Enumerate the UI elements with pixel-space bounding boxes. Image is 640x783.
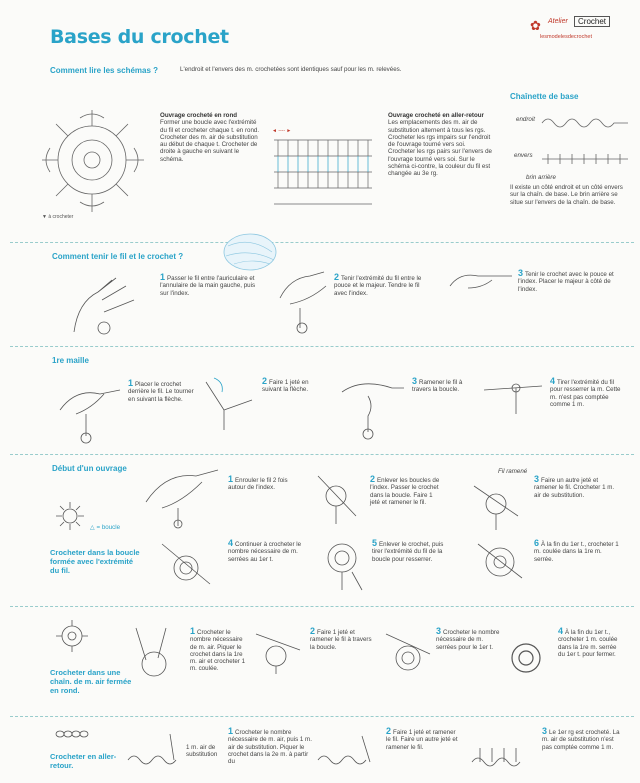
chain-ring-step-4: 4 À la fin du 1er t., crocheter 1 m. coulée dans la 1re m. serrée du 1er t. pour fermer. xyxy=(558,626,618,658)
rows-step-3: 3 Le 1er rg est crocheté. La m. air de substitution n'est pas comptée comme 1 m. xyxy=(542,726,620,751)
round-block xyxy=(160,112,260,163)
chain-ring-illustration-4 xyxy=(500,630,556,686)
start-step-6: 6 À la fin du 1er t., crocheter 1 m. coulée dans la 1re m. serrée. xyxy=(534,538,619,563)
start-step-5: 5 Enlever le crochet, puis tirer l'extrémité du fil de la boucle pour resserrer. xyxy=(372,538,444,563)
logo-brand: Crochet xyxy=(574,16,610,27)
rows-label: 1 m. air de substitution xyxy=(186,744,218,759)
hand-hook-illustration xyxy=(448,266,514,296)
divider xyxy=(10,716,634,717)
start-illustration-6 xyxy=(474,536,530,592)
chain-ring-step-2: 2 Faire 1 jeté et ramener le fil à travers la boucle. xyxy=(310,626,372,651)
flat-block xyxy=(388,112,492,178)
rows-subheading: Crocheter en aller-retour. xyxy=(50,752,117,770)
hold-step-1: 1 Passer le fil entre l'auriculaire et l'annulaire de la main gauche, puis sur l'index. xyxy=(160,272,256,297)
logo-script: Atelier xyxy=(548,18,568,25)
start-step-2: 2 Enlever les boucles de l'index. Passer le crochet dans la boucle. Faire 1 jeté et ramener le fil. xyxy=(370,474,440,506)
chain-ring-step-3: 3 Crocheter le nombre nécessaire de m. serrées pour le 1er t. xyxy=(436,626,500,651)
loop-symbol-label: △ = boucle xyxy=(90,524,121,531)
start-illustration-3 xyxy=(468,472,528,532)
divider xyxy=(10,242,634,243)
magic-ring-symbol xyxy=(52,498,88,538)
read-intro: L'endroit et l'envers des m. crochetées sont identiques sauf pour les m. relevées. xyxy=(180,66,402,73)
rows-illustration-2 xyxy=(316,730,382,774)
yarn-ball-image xyxy=(222,232,278,272)
hold-step-3: 3 Tenir le crochet avec le pouce et l'index. Placer le majeur à côté de l'index. xyxy=(518,268,614,293)
chain-ring-subheading: Crocheter dans une chaîn. de m. air fermée en rond. xyxy=(50,668,132,695)
chain-text: Il existe un côté endroit et un côté envers sur la chaîn. de base. Le brin arrière se situe sur l'envers de la chaîn. de base. xyxy=(510,184,623,206)
start-step-4: 4 Continuer à crocheter le nombre nécessaire de m. serrées au 1er t. xyxy=(228,538,302,563)
first-stitch-illustration-3 xyxy=(340,372,406,444)
section-heading-start: Début d'un ouvrage xyxy=(52,464,127,473)
chain-title: Chaînette de base xyxy=(510,92,579,101)
round-title: Ouvrage crocheté en rond xyxy=(160,112,238,119)
chain-bump-label: brin arrière xyxy=(526,174,556,181)
round-chart-diagram xyxy=(40,108,150,228)
first-stitch-illustration-4 xyxy=(480,372,546,422)
flat-text: Les emplacements des m. air de substitution alternent à tous les rgs. Crocheter les rgs impairs sur l'endroit de l'ouvrage tourné vers soi. Crocheter les rgs pairs sur l'envers de l'ouvrage tourné vers soi. Sur le schéma ci-contre, la couleur du fil est changée au 3e rg. xyxy=(388,119,493,178)
first-step-2: 2 Faire 1 jeté en suivant la flèche. xyxy=(262,376,309,394)
divider xyxy=(10,346,634,347)
round-text: Former une boucle avec l'extrémité du fil et crocheter chaque t. en rond. Crocheter des m. air de substitution au début de chaque t. Crocheter de droite à gauche en suivant le schéma. xyxy=(160,119,260,163)
hold-step-2: 2 Tenir l'extrémité du fil entre le pouce et le majeur. Tendre le fil avec l'index. xyxy=(334,272,422,297)
chain-ring-illustration-2 xyxy=(254,626,310,676)
start-illustration-4 xyxy=(156,538,222,594)
start-step-3: 3 Faire un autre jeté et ramener le fil. Crocheter 1 m. air de substitution. xyxy=(534,474,615,499)
section-heading-hold: Comment tenir le fil et le crochet ? xyxy=(52,252,184,261)
logo-site: lesmodelesdecrochet xyxy=(540,34,592,40)
fil-ramene-label: Fil ramené xyxy=(498,468,528,475)
hand-yarn-illustration-1 xyxy=(64,272,154,338)
section-heading-first: 1re maille xyxy=(52,356,89,365)
page-title: Bases du crochet xyxy=(50,26,229,48)
flat-title: Ouvrage crocheté en aller-retour xyxy=(388,112,484,119)
chain-front-diagram xyxy=(540,112,630,134)
first-step-1: 1 Placer le crochet derrière le fil. Le tourner en suivant la flèche. xyxy=(128,378,194,403)
start-step-1: 1 Enrouler le fil 2 fois autour de l'index. xyxy=(228,474,288,492)
section-heading-read: Comment lire les schémas ? xyxy=(50,66,159,75)
rows-step-1: 1 Crocheter le nombre nécessaire de m. air, puis 1 m. air de substitution. Piquer le crochet dans la 2e m. à partir du xyxy=(228,726,312,766)
hand-yarn-illustration-2 xyxy=(270,268,330,336)
divider xyxy=(10,606,634,607)
brand-logo xyxy=(530,18,630,48)
chain-back-label: envers xyxy=(514,152,533,159)
chain-ring-illustration-3 xyxy=(382,626,438,682)
first-stitch-illustration-2 xyxy=(200,372,256,432)
flower-icon: ✿ xyxy=(530,18,541,33)
svg-text:◄ ---- ►: ◄ ---- ► xyxy=(272,128,292,134)
first-stitch-illustration-1 xyxy=(56,374,122,446)
flat-chart-diagram xyxy=(268,126,378,214)
divider xyxy=(10,454,634,455)
first-step-3: 3 Ramener le fil à travers la boucle. xyxy=(412,376,463,394)
chain-ring-step-1: 1 Crocheter le nombre nécessaire de m. air. Piquer le crochet dans la 1re m. air et crocheter 1 m. coulée. xyxy=(190,626,246,673)
rows-illustration-3 xyxy=(470,730,536,774)
start-illustration-5 xyxy=(318,532,368,594)
row-chain-symbol xyxy=(54,726,94,742)
chain-front-label: endroit xyxy=(516,116,535,123)
rows-step-2: 2 Faire 1 jeté et ramener le fil. Faire un autre jeté et ramener le fil. xyxy=(386,726,458,751)
start-subheading: Crocheter dans la boucle formée avec l'extrémité du fil. xyxy=(50,548,140,575)
first-step-4: 4 Tirer l'extrémité du fil pour resserrer la m. Cette m. n'est pas comptée comme 1 m. xyxy=(550,376,621,408)
svg-text:▼ à crocheter: ▼ à crocheter xyxy=(42,214,74,220)
start-illustration-1 xyxy=(142,462,222,530)
start-illustration-2 xyxy=(314,466,364,526)
chain-ring-symbol xyxy=(54,618,90,654)
chain-back-diagram xyxy=(540,148,630,170)
chain-ring-illustration-1 xyxy=(126,624,188,686)
